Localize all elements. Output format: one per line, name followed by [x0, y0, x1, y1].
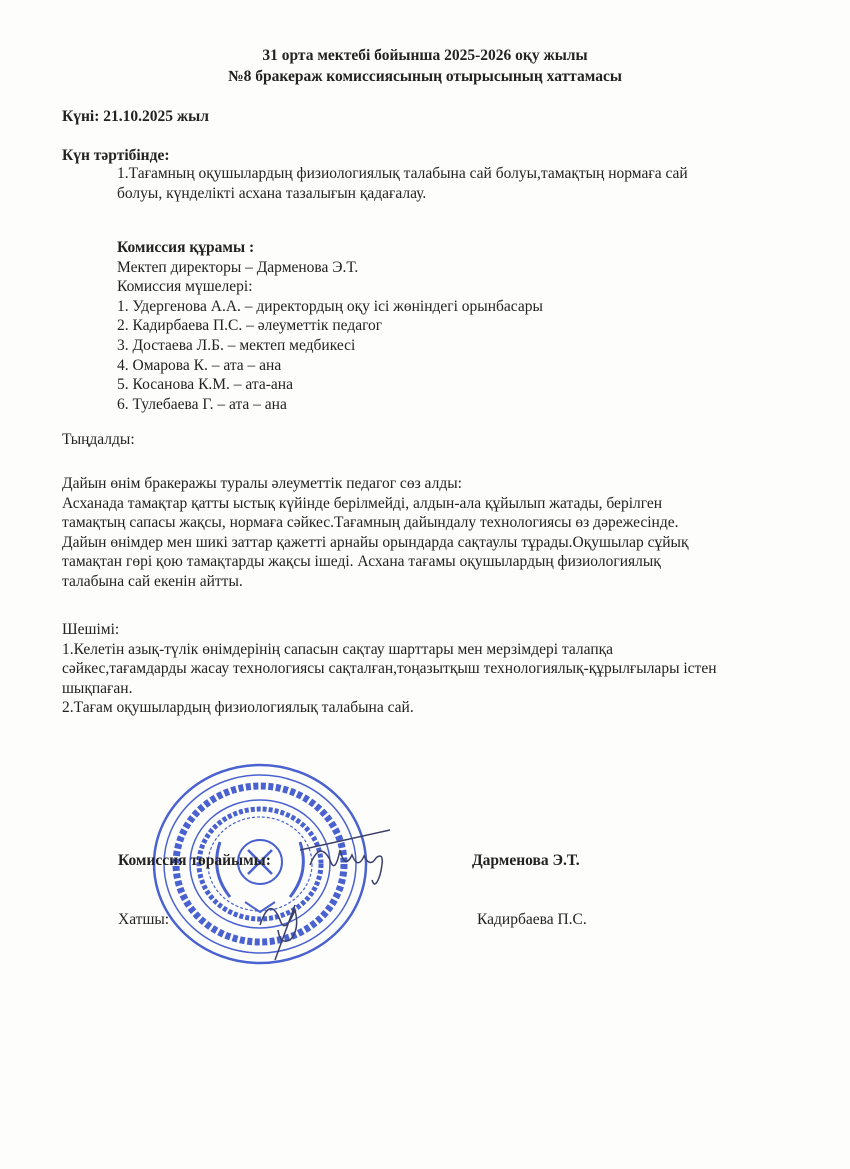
commission-section: [117, 238, 543, 414]
member-item: 2. Кадирбаева П.С. – әлеуметтік педагог: [117, 317, 383, 335]
member-item: 5. Косанова К.М. – ата-ана: [117, 376, 293, 394]
decision-line: 1.Келетін азық-түлік өнімдерінің сапасын сақтау шарттары мен мерзімдері талапқа: [62, 640, 614, 658]
heard-line: Дайын өнім бракеражы туралы әлеуметтік педагог сөз алды:: [62, 475, 462, 492]
commission-director: Мектеп директоры – Дарменова Э.Т.: [117, 258, 359, 276]
heard-line: тамақтан гөрі қою тамақтарды жақсы ішеді. Асхана тағамы оқушылардың физиологиялық: [62, 553, 661, 571]
secretary-signature: [250, 885, 320, 965]
secretary-name: Кадирбаева П.С.: [477, 911, 587, 928]
member-item: 4. Омарова К. – ата – ана: [117, 356, 282, 374]
member-item: 6. Тулебаева Г. – ата – ана: [117, 395, 287, 413]
title-line-1: 31 орта мектебі бойынша 2025-2026 оқу жылы: [262, 47, 588, 64]
agenda-line: 1.Тағамның оқушылардың физиологиялық талабына сай болуы,тамақтың нормаға сай: [117, 165, 688, 182]
member-item: 3. Достаева Л.Б. – мектеп медбикесі: [117, 336, 356, 354]
title-line-2: №8 бракераж комиссиясының отырысының хаттамасы: [228, 68, 622, 85]
commission-heading: Комиссия құрамы :: [117, 239, 255, 256]
decision-heading: Шешімі:: [62, 621, 120, 638]
decision-line: шықпаған.: [62, 679, 133, 697]
member-item: 1. Удергенова А.А. – директордың оқу ісі жөніндегі орынбасары: [117, 297, 543, 315]
chair-label: Комиссия төрайымы:: [118, 852, 271, 869]
heard-heading: Тыңдалды:: [62, 431, 135, 448]
heard-line: Дайын өнімдер мен шикі заттар қажетті арнайы орындарда сақтаулы тұрады.Оқушылар сұйық: [62, 533, 689, 551]
heard-line: талабына сай екенін айтты.: [62, 572, 243, 590]
decision-line: сәйкес,тағамдарды жасау технологиясы сақталған,тоңазытқыш технологиялық-құрылғылары істен: [62, 660, 717, 678]
secretary-label: Хатшы:: [118, 911, 170, 928]
heard-line: тамақтың сапасы жақсы, нормаға сәйкес.Тағамның дайындалу технологиясы өз дәрежесінде.: [62, 514, 679, 532]
agenda-heading: Күн тәртібінде:: [62, 147, 170, 164]
heard-line: Асханада тамақтар қатты ыстық күйінде берілмейді, алдын-ала құйылып жатады, берілген: [62, 494, 663, 512]
agenda-line: болуы, күнделікті асхана тазалығын қадағалау.: [117, 184, 427, 202]
meeting-date: Күні: 21.10.2025 жыл: [62, 108, 209, 125]
commission-members-heading: Комиссия мүшелері:: [117, 278, 253, 296]
decision-line: 2.Тағам оқушылардың физиологиялық талабына сай.: [62, 699, 414, 717]
agenda-text: [117, 164, 688, 203]
heard-text: [62, 474, 689, 592]
chair-name: Дарменова Э.Т.: [472, 852, 580, 869]
decision-section: [62, 620, 717, 718]
